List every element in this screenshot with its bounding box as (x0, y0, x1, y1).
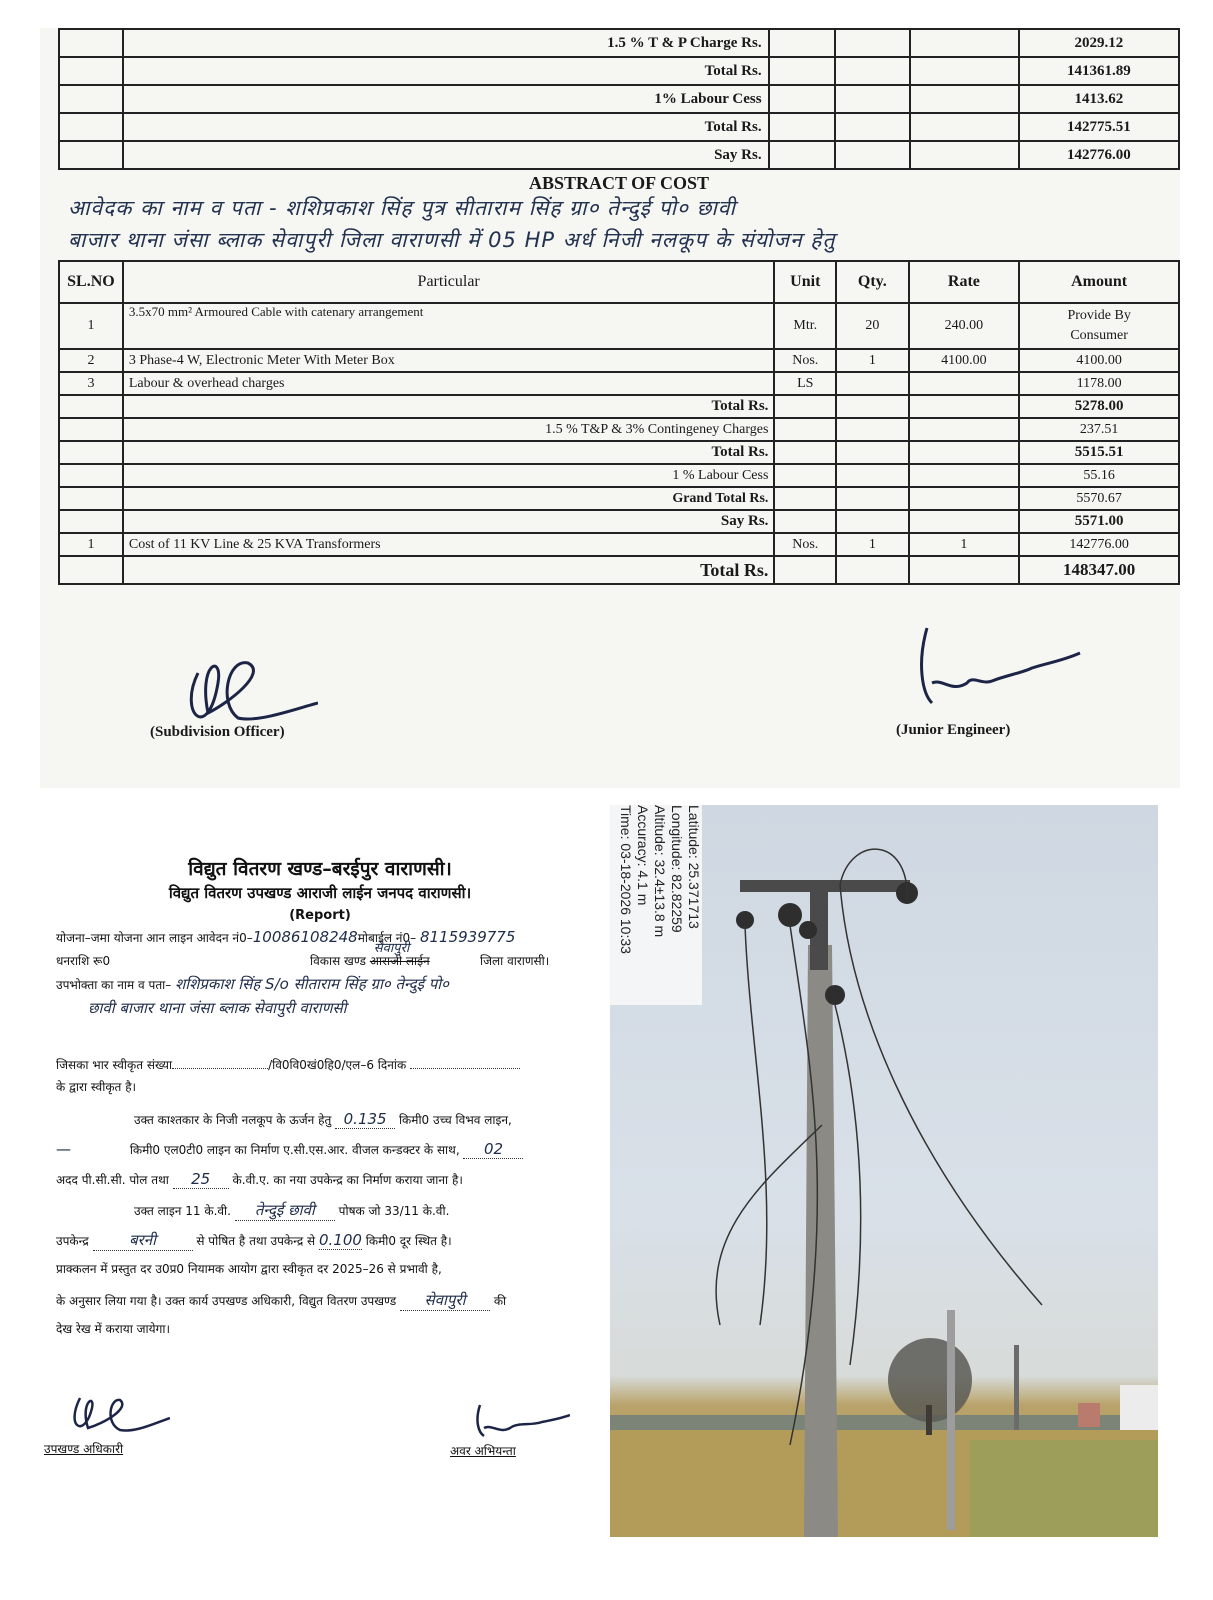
abstract-table (58, 260, 1180, 585)
summary-label: Total Rs. (123, 113, 768, 141)
cell-sl: 1 (59, 303, 123, 349)
report-tag: (Report) (289, 908, 351, 923)
application-number: 10086108248 (252, 928, 358, 946)
cell-rate: 1 (909, 533, 1020, 556)
cell-rate: 240.00 (909, 303, 1020, 349)
total-label: 1.5 % T&P & 3% Contingeney Charges (123, 418, 775, 441)
subdivision-name: सेवापुरी (400, 1290, 490, 1311)
summary-row (59, 113, 1179, 141)
para-text: पोषक जो 33/11 के.वी. (338, 1204, 450, 1218)
load-ref: /वि0वि0खं0हि0/एल–6 दिनांक (268, 1058, 407, 1072)
col-amount: Amount (1019, 261, 1179, 303)
para-line-7 (56, 1290, 506, 1311)
total-row (59, 441, 1179, 464)
total-row (59, 510, 1179, 533)
amount-line (56, 952, 110, 969)
abstract-title: ABSTRACT OF COST (528, 173, 710, 193)
col-qty: Qty. (836, 261, 908, 303)
gps-overlay (610, 805, 702, 1005)
consumer-name: शशिप्रकाश सिंह S/o सीताराम सिंह ग्रा० तेन्दुई पो० (175, 975, 449, 993)
scheme-label: योजना–जमा योजना आन लाइन आवेदन नं0– (56, 931, 253, 945)
block-line (310, 941, 430, 969)
load-line (56, 1056, 520, 1073)
para-text: की (493, 1294, 507, 1308)
consumer-label: उपभोक्ता का नाम व पता– (56, 978, 172, 992)
cell-amount: 4100.00 (1019, 349, 1179, 372)
gps-altitude: Altitude: 32.4±13.8 m (652, 805, 668, 938)
para-line-2 (56, 1140, 523, 1159)
mobile-label: मोबाईल नं0– (357, 931, 417, 945)
cell-sl: 2 (59, 349, 123, 372)
site-photo (610, 805, 1158, 1537)
summary-row (59, 85, 1179, 113)
para-text: के अनुसार लिया गया है। उक्त कार्य उपखण्ड अधिकारी, विद्युत वितरण उपखण्ड (56, 1294, 397, 1308)
final-total-value: 148347.00 (1019, 556, 1179, 584)
summary-label: Say Rs. (123, 141, 768, 169)
consumer-line-2: छावी बाजार थाना जंसा ब्लाक सेवापुरी वाराणसी (88, 999, 347, 1017)
sdo-signature (60, 1388, 170, 1438)
total-row (59, 395, 1179, 418)
sdo-label: उपखण्ड अधिकारी (44, 1442, 124, 1456)
table-row (59, 372, 1179, 395)
summary-value: 142776.00 (1019, 141, 1179, 169)
cell-particular: 3 Phase-4 W, Electronic Meter With Meter Box (123, 349, 775, 372)
block-value: सेवापुरी (373, 941, 410, 956)
cell-unit: LS (774, 372, 836, 395)
summary-value: 142775.51 (1019, 113, 1179, 141)
para-text: किमी0 एल0टी0 लाइन का निर्माण ए.सी.एस.आर. वीजल कन्डक्टर के साथ, (129, 1143, 460, 1157)
junior-engineer-label: (Junior Engineer) (896, 722, 1011, 738)
block-struck: आराजी लाईन (369, 954, 430, 968)
para-text: उक्त काश्तकार के निजी नलकूप के ऊर्जन हेतु (134, 1113, 332, 1127)
block-label: विकास खण्ड (310, 954, 366, 968)
consumer-line-1 (56, 974, 449, 994)
scheme-line (56, 928, 515, 946)
total-label: Total Rs. (123, 395, 775, 418)
applicant-handwritten-line-2: बाजार थाना जंसा ब्लाक सेवापुरी जिला वाराणसी में 05 HP अर्ध निजी नलकूप के संयोजन हेतु (68, 228, 836, 252)
summary-row (59, 57, 1179, 85)
je-label: अवर अभियन्ता (450, 1444, 516, 1458)
kva-value: 25 (173, 1170, 229, 1189)
junior-engineer-signature (912, 623, 1082, 718)
cell-amount (1019, 303, 1179, 349)
total-value: 55.16 (1019, 464, 1179, 487)
total-label: 1 % Labour Cess (123, 464, 775, 487)
abstract-header-row (59, 261, 1179, 303)
approved-line: के द्वारा स्वीकृत है। (56, 1080, 137, 1094)
summary-label: 1% Labour Cess (123, 85, 768, 113)
total-value: 5278.00 (1019, 395, 1179, 418)
pole-count: 02 (463, 1140, 523, 1159)
amount-line-2: Consumer (1070, 328, 1128, 343)
para-line-4 (134, 1200, 449, 1221)
para-line-1 (134, 1110, 512, 1129)
load-label: जिसका भार स्वीकृत संख्या (56, 1058, 173, 1072)
substation-name: बरनी (93, 1230, 193, 1251)
gps-latitude: Latitude: 25.371713 (686, 805, 702, 929)
para-text: उपकेन्द्र (56, 1234, 89, 1248)
para-line-8: देख रेख में कराया जायेगा। (56, 1322, 171, 1336)
cell-sl: 1 (59, 533, 123, 556)
subdivision-officer-label: (Subdivision Officer) (150, 724, 285, 740)
summary-label: 1.5 % T & P Charge Rs. (123, 29, 768, 57)
cell-amount: 142776.00 (1019, 533, 1179, 556)
gps-time: Time: 03-18-2026 10:33 (618, 805, 634, 954)
table-row (59, 349, 1179, 372)
cell-unit: Mtr. (774, 303, 836, 349)
summary-value: 1413.62 (1019, 85, 1179, 113)
cell-particular: Cost of 11 KV Line & 25 KVA Transformers (123, 533, 775, 556)
hindi-report (40, 840, 600, 1580)
para-line-5 (56, 1230, 452, 1251)
gps-longitude: Longitude: 82.82259 (669, 805, 685, 933)
total-value: 5571.00 (1019, 510, 1179, 533)
para-text: उक्त लाइन 11 के.वी. (134, 1204, 231, 1218)
summary-label: Total Rs. (123, 57, 768, 85)
report-title: विद्युत वितरण खण्ड–बरईपुर वाराणसी। (188, 858, 452, 880)
col-slno: SL.NO (59, 261, 123, 303)
summary-row (59, 29, 1179, 57)
col-rate: Rate (909, 261, 1020, 303)
cell-qty: 1 (836, 533, 908, 556)
total-label: Total Rs. (123, 441, 775, 464)
final-total-row (59, 556, 1179, 584)
applicant-handwritten-line-1: आवेदक का नाम व पता - शशिप्रकाश सिंह पुत्र सीताराम सिंह ग्रा० तेन्दुई पो० छावी (68, 196, 736, 220)
estimate-sheet (40, 28, 1180, 788)
para-text: के.वी.ए. का नया उपकेन्द्र का निर्माण कराया जाना है। (232, 1173, 463, 1187)
cell-rate (909, 372, 1020, 395)
col-particular: Particular (123, 261, 775, 303)
table-row (59, 533, 1179, 556)
cell-particular: 3.5x70 mm² Armoured Cable with catenary arrangement (123, 303, 775, 349)
amount-line-1: Provide By (1067, 308, 1131, 323)
para-text: से पोषित है तथा उपकेन्द्र से (196, 1234, 316, 1248)
cell-rate: 4100.00 (909, 349, 1020, 372)
cell-qty (836, 372, 908, 395)
distance-km: 0.100 (318, 1231, 362, 1249)
total-value: 5570.67 (1019, 487, 1179, 510)
cell-sl: 3 (59, 372, 123, 395)
district-line: जिला वाराणसी। (480, 954, 550, 968)
gps-accuracy: Accuracy: 4.1 m (635, 805, 651, 906)
cell-unit: Nos. (774, 349, 836, 372)
cell-unit: Nos. (774, 533, 836, 556)
amount-label: धनराशि रू0 (56, 954, 111, 968)
cell-qty: 1 (836, 349, 908, 372)
cell-qty: 20 (836, 303, 908, 349)
ht-line-km: 0.135 (335, 1110, 395, 1129)
total-value: 237.51 (1019, 418, 1179, 441)
col-unit: Unit (774, 261, 836, 303)
para-text: किमी0 उच्च विभव लाइन, (398, 1113, 512, 1127)
total-row (59, 464, 1179, 487)
mobile-number: 8115939775 (419, 928, 516, 946)
para-text: किमी0 दूर स्थित है। (365, 1234, 452, 1248)
para-line-6: प्राक्कलन में प्रस्तुत दर उ0प्र0 नियामक आयोग द्वारा स्वीकृत दर 2025–26 से प्रभावी है, (56, 1262, 442, 1276)
feeder-name: तेन्दुई छावी (235, 1200, 335, 1221)
para-text: अदद पी.सी.सी. पोल तथा (56, 1173, 169, 1187)
total-row (59, 418, 1179, 441)
total-label: Grand Total Rs. (123, 487, 775, 510)
report-subtitle: विद्युत वितरण उपखण्ड आराजी लाईन जनपद वाराणसी। (168, 884, 472, 902)
table-row (59, 303, 1179, 349)
final-total-label: Total Rs. (123, 556, 775, 584)
cell-particular: Labour & overhead charges (123, 372, 775, 395)
lt-line-km: — (56, 1140, 71, 1158)
total-label: Say Rs. (123, 510, 775, 533)
summary-value: 141361.89 (1019, 57, 1179, 85)
total-row (59, 487, 1179, 510)
je-signature (470, 1400, 570, 1440)
cell-amount: 1178.00 (1019, 372, 1179, 395)
summary-value: 2029.12 (1019, 29, 1179, 57)
summary-row (59, 141, 1179, 169)
summary-table (58, 28, 1180, 170)
total-value: 5515.51 (1019, 441, 1179, 464)
para-line-3 (56, 1170, 463, 1189)
